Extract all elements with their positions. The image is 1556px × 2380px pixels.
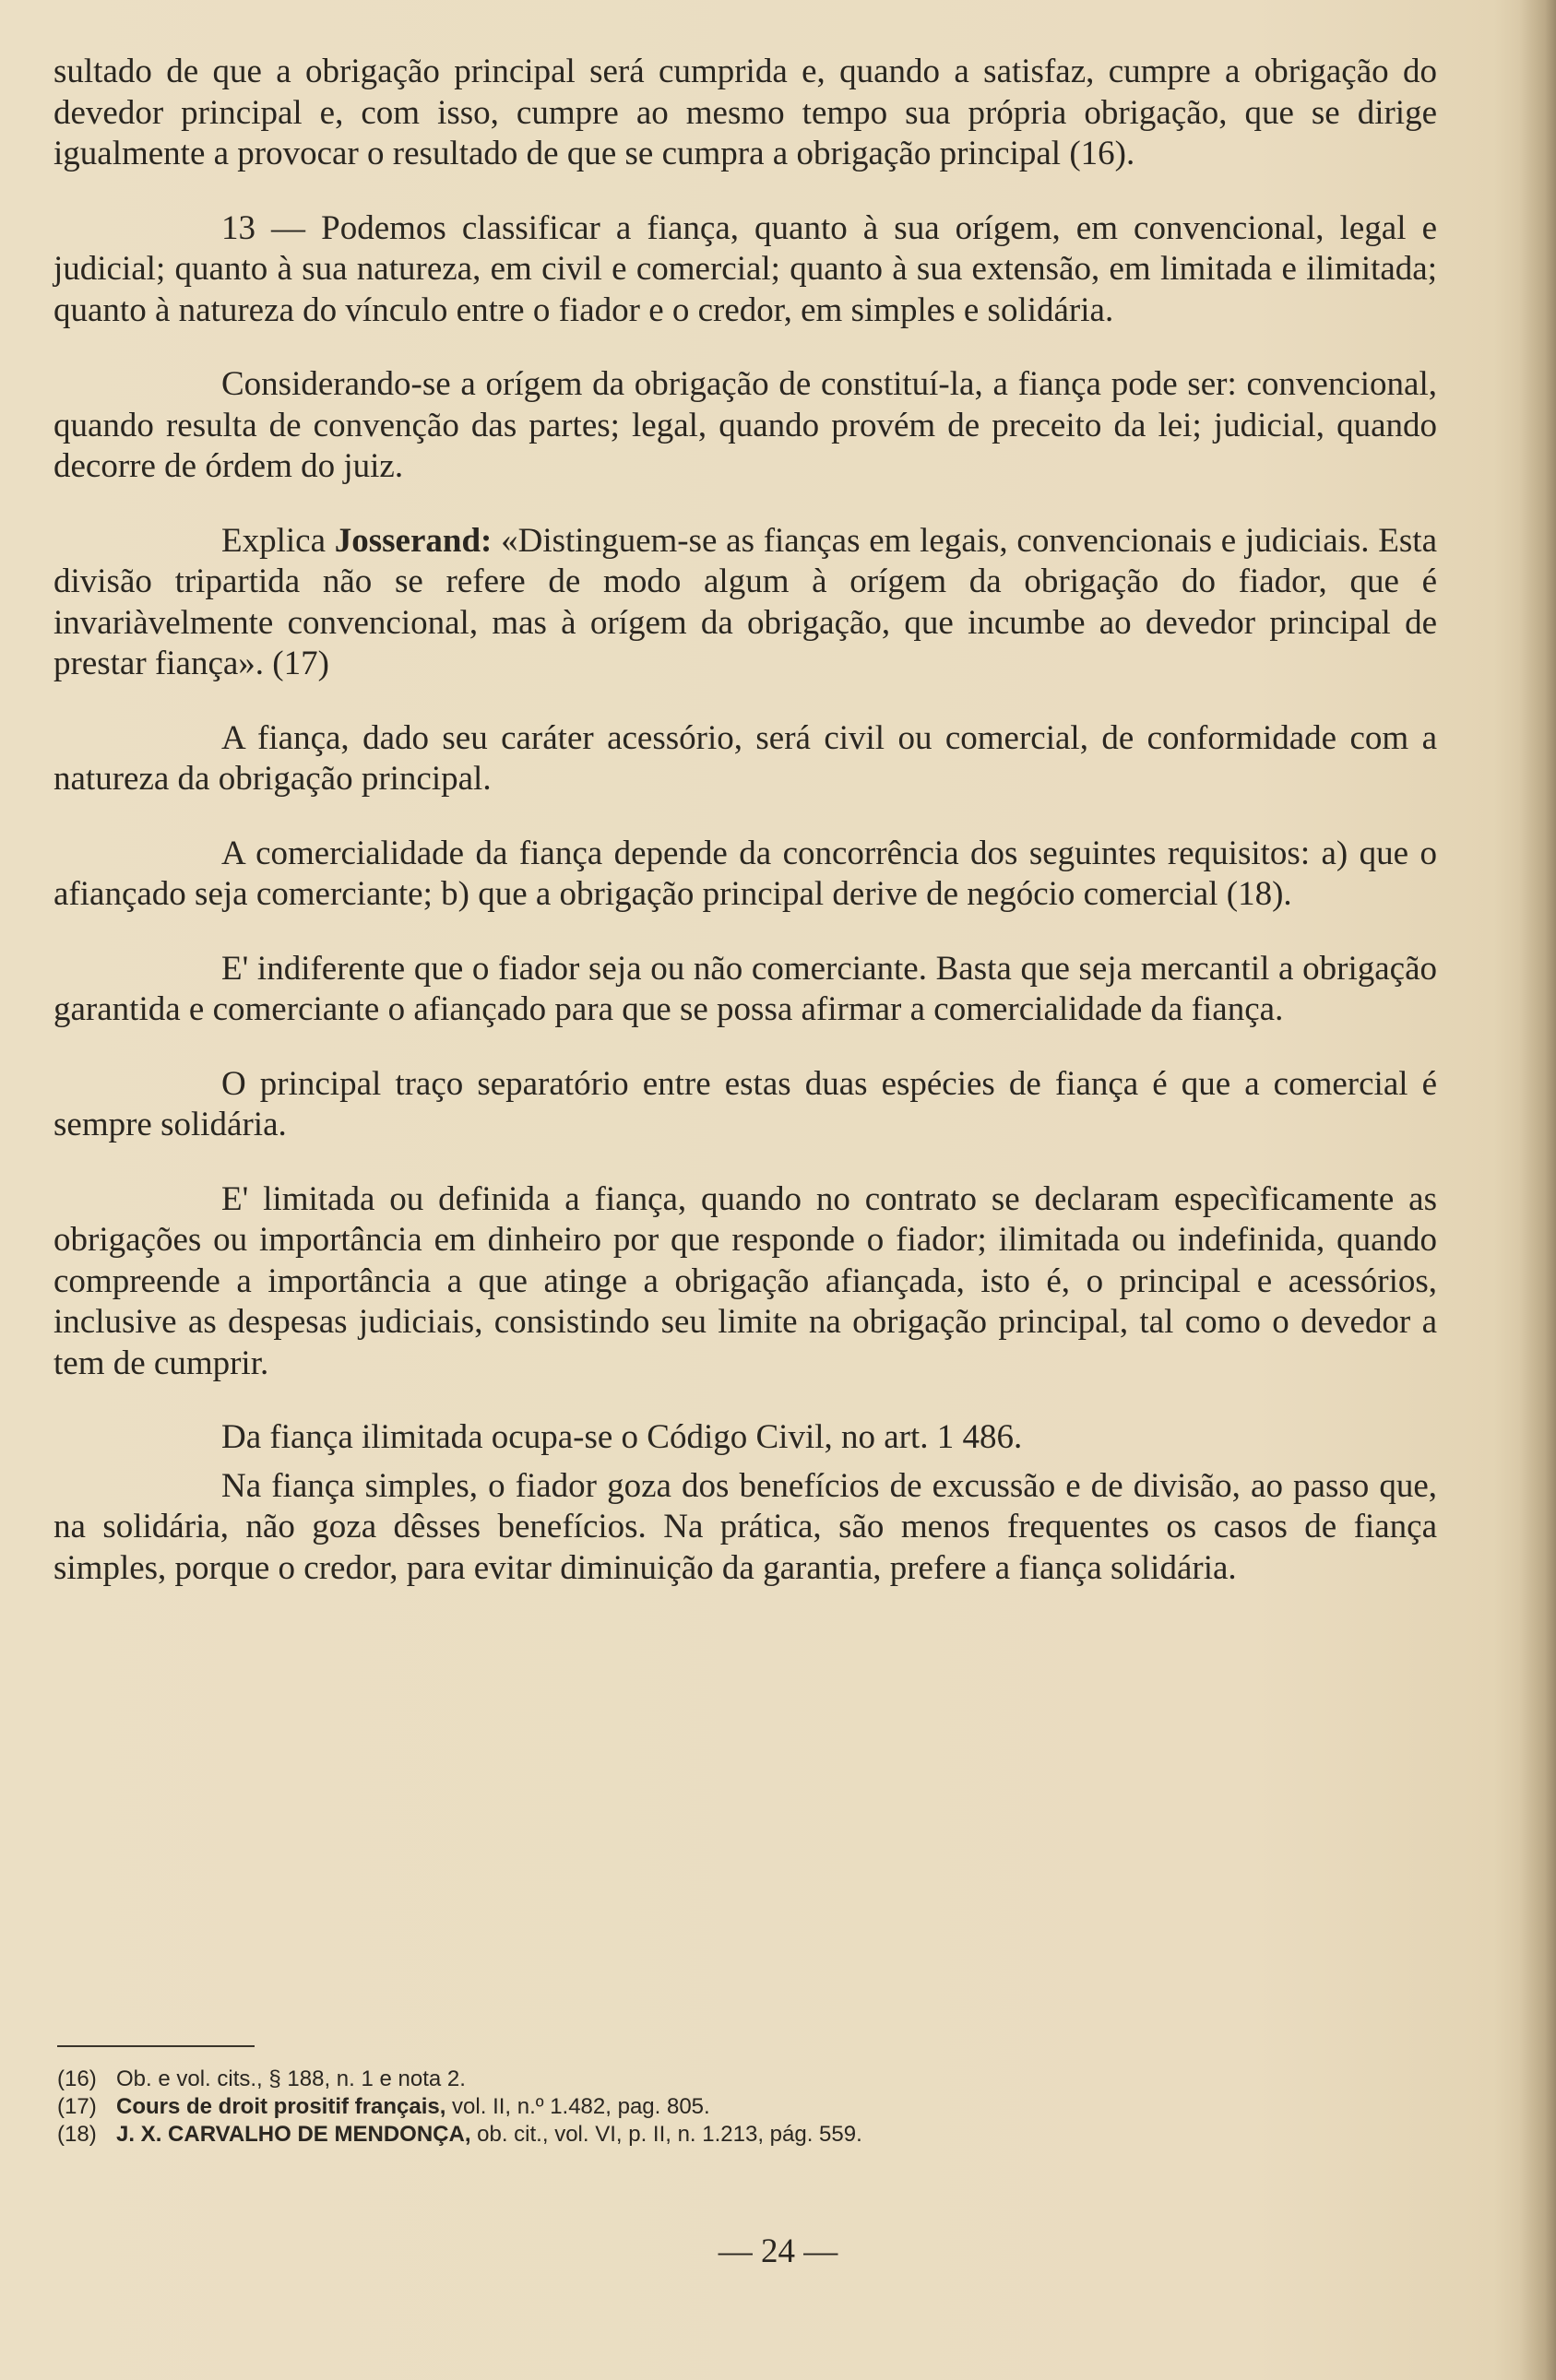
paragraph-origem: Considerando-se a orígem da obrigação de constituí-la, a fiança pode ser: convencional, quando resulta de convenção das partes; legal, quando provém de preceito da lei; judicial, quando decorre de órdem do juiz. [53, 365, 1437, 485]
josserand-quote-text: «Distinguem-se as fianças em legais, convencionais e judiciais. Esta divisão tripartida não se refere de modo algum à orígem da obrigação do fiador, que é invariàvelmente convencional, mas à orígem da obrigação, que incumbe ao devedor principal de prestar fiança». (17) [53, 521, 1437, 682]
paragraph-comercialidade: A comercialidade da fiança depende da concorrência dos seguintes requisitos: a) que o afiançado seja comerciante; b) que a obrigação principal derive de negócio comercial (18). [53, 834, 1437, 913]
footnote-18 [57, 2121, 1459, 2149]
footnote-source-title: J. X. CARVALHO DE MENDONÇA, [116, 2122, 471, 2147]
footnote-number: (16) [57, 2066, 97, 2091]
footnote-number: (18) [57, 2122, 97, 2147]
paragraph-fiador-indiferente: E' indiferente que o fiador seja ou não comerciante. Basta que seja mercantil a obrigação garantida e comerciante o afiançado para que se possa afirmar a comercialidade da fiança. [53, 949, 1437, 1028]
paragraph-traco-separatorio: O principal traço separatório entre estas duas espécies de fiança é que a comercial é sempre solidária. [53, 1064, 1437, 1143]
explica-prefix: Explica [221, 521, 327, 560]
paragraph-civil-comercial: A fiança, dado seu caráter acessório, será civil ou comercial, de conformidade com a natureza da obrigação principal. [53, 718, 1437, 798]
footnote-17 [57, 2093, 1459, 2121]
footnote-number: (17) [57, 2094, 97, 2119]
footnotes [57, 2066, 1459, 2149]
paragraph-limitada-ilimitada: E' limitada ou definida a fiança, quando no contrato se declaram especìficamente as obrigações ou importância em dinheiro por que responde o fiador; ilimitada ou indefinida, quando compreende a importância a que atinge a obrigação afiançada, isto é, o principal e acessórios, inclusive as despesas judiciais, consistindo seu limite na obrigação principal, tal como o devedor a tem de cumprir. [53, 1179, 1437, 1382]
body-text [53, 52, 1437, 1589]
page-number: — 24 — [718, 2232, 838, 2270]
author-josserand: Josserand: [334, 521, 493, 560]
footnote-source-title: Cours de droit prositif français, [116, 2094, 446, 2119]
paragraph-simples-solidaria: Na fiança simples, o fiador goza dos benefícios de excussão e de divisão, ao passo que, na solidária, não goza dêsses benefícios. Na prática, são menos frequentes os casos de fiança simples, porque o credor, para evitar diminuição da garantia, prefere a fiança solidária. [53, 1466, 1437, 1587]
footnote-text: vol. II, n.º 1.482, pag. 805. [445, 2094, 710, 2119]
footnote-separator [57, 2045, 255, 2047]
footnote-16 [57, 2066, 1459, 2093]
footnote-text: Ob. e vol. cits., § 188, n. 1 e nota 2. [116, 2066, 466, 2091]
page-edge-shadow [1519, 0, 1556, 2380]
paragraph-section-13: 13 — Podemos classificar a fiança, quanto à sua orígem, em convencional, legal e judicial; quanto à sua natureza, em civil e comercial; quanto à sua extensão, em limitada e ilimitada; quanto à natureza do vínculo entre o fiador e o credor, em simples e solidária. [53, 208, 1437, 329]
footnote-text: ob. cit., vol. VI, p. II, n. 1.213, pág. 559. [470, 2122, 862, 2147]
paragraph-josserand-quote [53, 521, 1437, 685]
paragraph-codigo-civil: Da fiança ilimitada ocupa-se o Código Civil, no art. 1 486. [221, 1418, 1023, 1456]
paragraph-continuation: sultado de que a obrigação principal será cumprida e, quando a satisfaz, cumpre a obrigação do devedor principal e, com isso, cumpre ao mesmo tempo sua própria obrigação, que se dirige igualmente a provocar o resultado de que se cumpra a obrigação principal (16). [53, 53, 1437, 172]
